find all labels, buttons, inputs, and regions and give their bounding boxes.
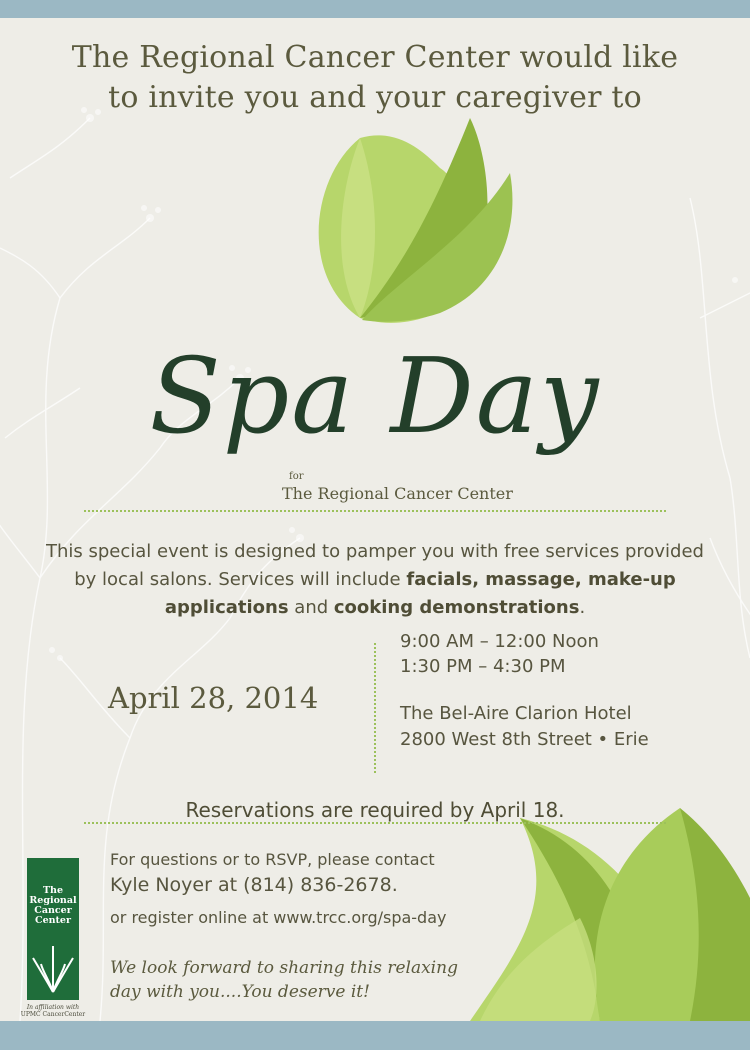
event-time-1: 9:00 AM – 12:00 Noon (400, 631, 599, 652)
affiliation-line-1: In affiliation with (26, 1004, 80, 1011)
closing-message (110, 956, 458, 1004)
logo-line-4: Center (35, 915, 71, 926)
top-border (0, 0, 750, 18)
description-text-2: and (288, 597, 334, 618)
logo-line-2: Regional (29, 895, 77, 906)
leaves-bottom-right (470, 808, 750, 1021)
rcc-logo (27, 858, 79, 1000)
event-description (40, 538, 710, 622)
contact-intro: For questions or to RSVP, please contact (110, 850, 435, 869)
description-text-1: This special event is designed to pamper you with free services provided by local salons. Services will include (46, 541, 704, 590)
logo-leaf-icon (31, 942, 75, 996)
contact-person: Kyle Noyer at (814) 836-2678. (110, 874, 398, 896)
logo-affiliation (18, 1004, 88, 1018)
logo-text (27, 886, 79, 926)
logo-line-1: The (42, 885, 64, 896)
leaf-bud-graphic (319, 118, 513, 323)
divider-vertical (374, 643, 376, 773)
register-online: or register online at www.trcc.org/spa-day (110, 908, 447, 927)
description-services: facials, massage, make-up applications (164, 569, 676, 618)
bottom-border (0, 1021, 750, 1050)
event-for-label: for (289, 471, 304, 482)
divider-top (84, 510, 666, 512)
logo-line-3: Cancer (34, 905, 72, 916)
event-subtitle: The Regional Cancer Center (282, 484, 513, 503)
event-address: 2800 West 8th Street • Erie (400, 729, 649, 750)
affiliation-line-2: UPMC CancerCenter (20, 1011, 86, 1018)
closing-line-1: We look forward to sharing this relaxing (110, 958, 458, 978)
intro-line-1: The Regional Cancer Center would like (71, 40, 679, 75)
reservation-notice: Reservations are required by April 18. (185, 798, 565, 822)
closing-line-2: day with you....You deserve it! (110, 982, 370, 1002)
event-date: April 28, 2014 (108, 681, 319, 715)
description-cooking: cooking demonstrations (333, 597, 580, 618)
description-text-3: . (579, 597, 586, 618)
event-venue: The Bel-Aire Clarion Hotel (400, 703, 632, 724)
intro-line-2: to invite you and your caregiver to (108, 80, 642, 115)
event-title: Spa Day (149, 335, 601, 457)
divider-bottom (84, 822, 666, 824)
flyer (0, 18, 750, 1021)
background-decoration (0, 18, 750, 1021)
event-time-2: 1:30 PM – 4:30 PM (400, 656, 566, 677)
invitation-intro (0, 38, 750, 118)
